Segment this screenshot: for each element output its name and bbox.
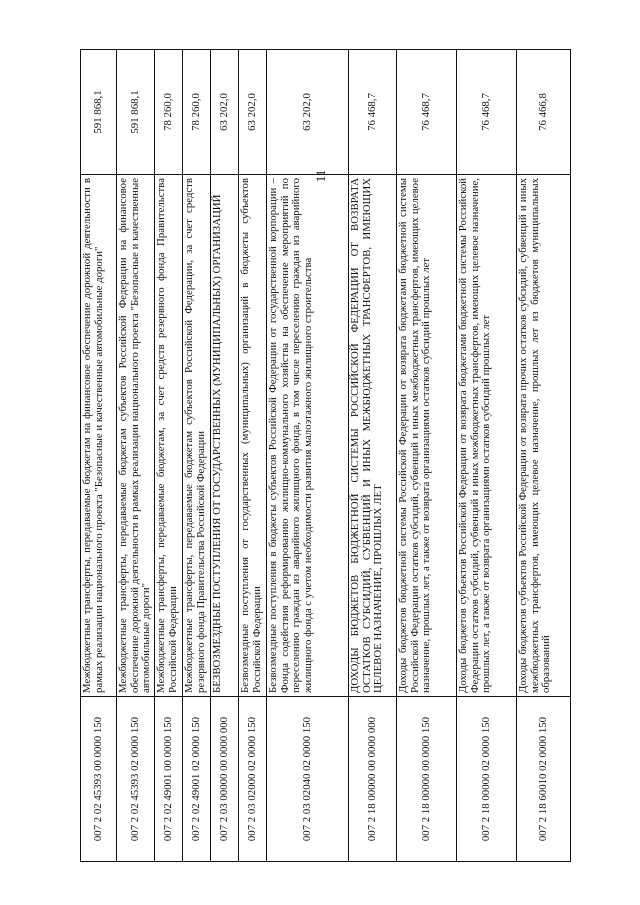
row-description: Доходы бюджетов субъектов Российской Федерации от возврата прочих остатков субсидий, субвенций и иных межбюджетных трансфертов, имеющих целевое назначение, прошлых лет из бюджетов муниципальных образований [517, 175, 571, 697]
row-amount: 78 260,0 [183, 50, 211, 175]
rotated-table-container [80, 50, 570, 862]
row-code: 007 2 18 60010 02 0000 150 [517, 697, 571, 862]
table-row [267, 50, 349, 862]
row-amount: 63 202,0 [211, 50, 239, 175]
row-code: 007 2 18 00000 00 0000 000 [349, 697, 397, 862]
table-row [155, 50, 183, 862]
table-row [349, 50, 397, 862]
row-description: Межбюджетные трансферты, передаваемые бюджетам на финансовое обеспечение дорожной деятельности в рамках реализации национального проекта "Безопасные и качественные автомобильные дороги" [81, 175, 117, 697]
row-description: Доходы бюджетов субъектов Российской Федерации от возврата бюджетами бюджетной системы Российской Федерации остатков субсидий, субвенций и иных межбюджетных трансфертов, имеющих целевое назначение, прошлых лет, а также от возврата организациями остатков субсидий прошлых лет [457, 175, 517, 697]
row-code: 007 2 02 45393 02 0000 150 [117, 697, 155, 862]
table-row [517, 50, 571, 862]
table-row [211, 50, 239, 862]
row-description: Доходы бюджетов бюджетной системы Российской Федерации от возврата бюджетами бюджетной системы Российской Федерации остатков субсидий, субвенций и иных межбюджетных трансфертов, имеющих целевое назначение, прошлых лет, а также от возврата организациями остатков субсидий прошлых лет [397, 175, 457, 697]
row-amount: 63 202,0 [239, 50, 267, 175]
revenue-table [80, 49, 571, 862]
row-amount: 76 468,7 [397, 50, 457, 175]
row-code: 007 2 02 49001 02 0000 150 [183, 697, 211, 862]
row-code: 007 2 03 02000 02 0000 150 [239, 697, 267, 862]
row-code: 007 2 02 45393 00 0000 150 [81, 697, 117, 862]
table-row [117, 50, 155, 862]
row-amount: 76 468,7 [349, 50, 397, 175]
row-amount: 591 868,1 [81, 50, 117, 175]
page-number: 11 [313, 169, 328, 183]
row-amount: 591 868,1 [117, 50, 155, 175]
row-code: 007 2 18 00000 02 0000 150 [457, 697, 517, 862]
row-amount: 63 202,0 [267, 50, 349, 175]
row-code: 007 2 03 00000 00 0000 000 [211, 697, 239, 862]
row-code: 007 2 03 02040 02 0000 150 [267, 697, 349, 862]
row-description: Межбюджетные трансферты, передаваемые бюджетам субъектов Российской Федерации, за счет средств резервного фонда Правительства Российской Федерации [183, 175, 211, 697]
row-description: Безвозмездные поступления от государственных (муниципальных) организаций в бюджеты субъектов Российской Федерации [239, 175, 267, 697]
row-code: 007 2 02 49001 00 0000 150 [155, 697, 183, 862]
row-description: Безвозмездные поступления в бюджеты субъектов Российской Федерации от государственной корпорации – Фонда содействия реформированию жилищно-коммунального хозяйства на обеспечение мероприятий по переселению граждан из аварийного жилищного фонда, в том числе переселению граждан из аварийного жилищного фонда с учетом необходимости развития малоэтажного жилищного строительства [267, 175, 349, 697]
table-row [239, 50, 267, 862]
row-description: Межбюджетные трансферты, передаваемые бюджетам субъектов Российской Федерации на финансовое обеспечение дорожной деятельности в рамках реализации национального проекта "Безопасные и качественные автомобильные дороги" [117, 175, 155, 697]
row-amount: 76 468,7 [457, 50, 517, 175]
row-description: Межбюджетные трансферты, передаваемые бюджетам, за счет средств резервного фонда Правительства Российской Федерации [155, 175, 183, 697]
row-description: БЕЗВОЗМЕЗДНЫЕ ПОСТУПЛЕНИЯ ОТ ГОСУДАРСТВЕННЫХ (МУНИЦИПАЛЬНЫХ) ОРГАНИЗАЦИЙ [211, 175, 239, 697]
row-amount: 76 466,8 [517, 50, 571, 175]
table-row [397, 50, 457, 862]
row-description: ДОХОДЫ БЮДЖЕТОВ БЮДЖЕТНОЙ СИСТЕМЫ РОССИЙСКОЙ ФЕДЕРАЦИИ ОТ ВОЗВРАТА ОСТАТКОВ СУБСИДИЙ, СУБВЕНЦИЙ И ИНЫХ МЕЖБЮДЖЕТНЫХ ТРАНСФЕРТОВ, ИМЕЮЩИХ ЦЕЛЕВОЕ НАЗНАЧЕНИЕ, ПРОШЛЫХ ЛЕТ [349, 175, 397, 697]
table-row [81, 50, 117, 862]
row-amount: 78 260,0 [155, 50, 183, 175]
row-code: 007 2 18 00000 00 0000 150 [397, 697, 457, 862]
table-row [457, 50, 517, 862]
table-row [183, 50, 211, 862]
